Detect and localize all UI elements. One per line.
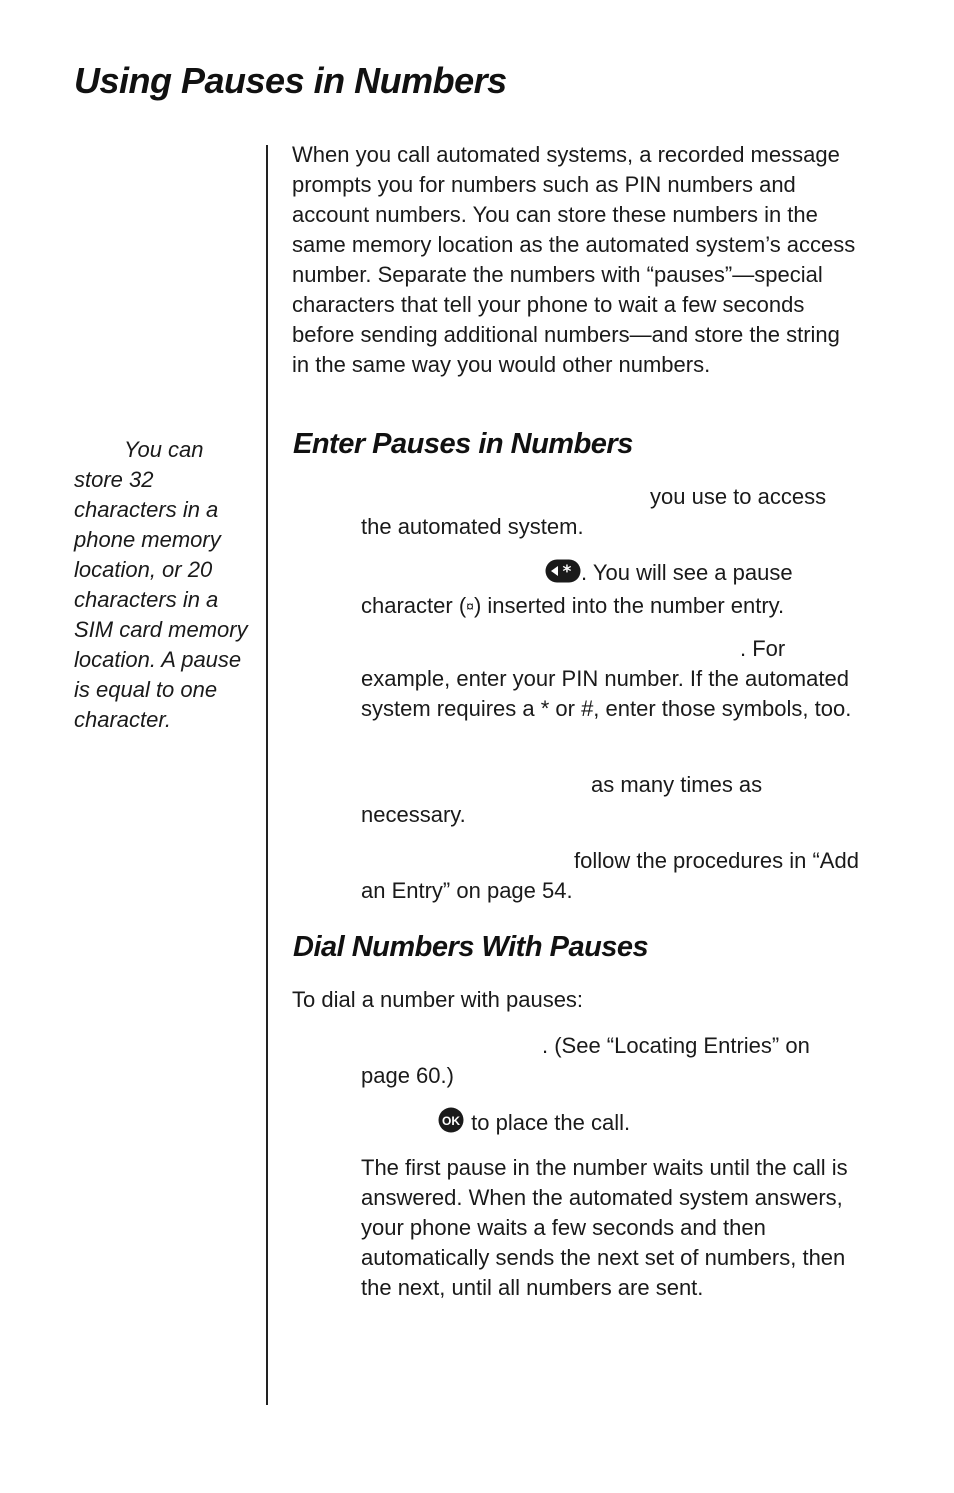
ok-key-icon — [437, 1107, 465, 1141]
enter-step-1-text: you use to access the automated system. — [361, 484, 827, 539]
intro-paragraph: When you call automated systems, a recorded message prompts you for numbers such as PIN numbers and account numbers. You can store these numbers in the same memory location as the automated system’s access number. Separate the numbers with “pauses”—special characters that tell your phone to wait a few seconds before sending additional numbers—and store the string in the same way you would other numbers. — [292, 142, 856, 377]
sidebar-note — [74, 435, 249, 735]
dial-step-2-text: to place the call. — [471, 1110, 631, 1135]
enter-step-5 — [361, 846, 861, 906]
enter-step-1 — [361, 482, 861, 542]
enter-step-3-text: . For example, enter your PIN number. If the automated system requires a * or #, enter those symbols, too. — [361, 636, 852, 721]
enter-step-5-text: follow the procedures in “Add an Entry” on page 54. — [361, 848, 859, 903]
dial-step-2 — [361, 1107, 861, 1141]
enter-step-2-text-a: . You will see a pause character ( — [361, 560, 793, 618]
enter-step-3 — [361, 634, 861, 724]
enter-step-4 — [361, 770, 861, 830]
ok-key-label: OK — [442, 1114, 460, 1128]
enter-step-4-text: as many times as necessary. — [361, 772, 763, 827]
dial-result-paragraph: The first pause in the number waits until the call is answered. When the automated system answers, your phone waits a few seconds and then automatically sends the next set of numbers, then the next, until all numbers are sent. — [361, 1155, 848, 1300]
dial-intro: To dial a number with pauses: — [292, 987, 584, 1012]
column-divider — [266, 145, 268, 1405]
enter-step-2-text-b: ) inserted into the number entry. — [473, 593, 785, 618]
sidebar-note-text: You can store 32 characters in a phone memory location, or 20 characters in a SIM card memory location. A pause is equal to one character. — [74, 437, 248, 732]
pause-star-key-icon — [545, 559, 581, 591]
dial-pauses-heading: Dial Numbers With Pauses — [293, 931, 649, 963]
enter-pauses-heading: Enter Pauses in Numbers — [293, 428, 633, 460]
dial-step-1 — [361, 1031, 861, 1091]
dial-step-1-text: . (See “Locating Entries” on page 60.) — [361, 1033, 810, 1088]
page-title: Using Pauses in Numbers — [74, 60, 507, 101]
pause-character-icon: ¤ — [466, 598, 474, 614]
svg-text:*: * — [562, 562, 572, 582]
enter-step-2 — [361, 558, 861, 621]
